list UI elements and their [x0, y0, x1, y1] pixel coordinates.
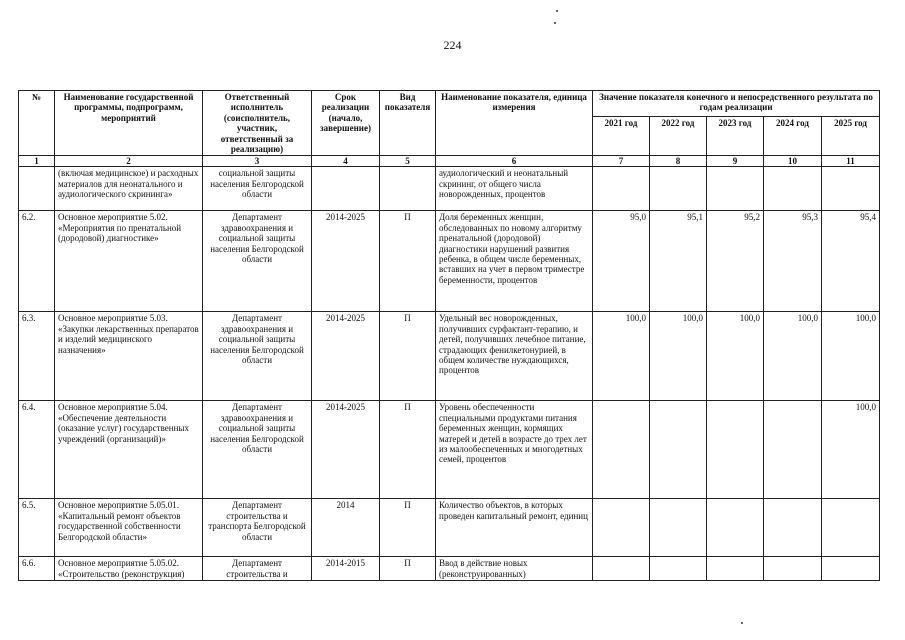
row-name: Основное мероприятие 5.04. «Обеспечение деятельности (оказание услуг) государственных учреждений (организаций)» [55, 401, 203, 499]
row-no: 6.3. [19, 312, 55, 401]
row-no: 6.2. [19, 211, 55, 312]
row-value-2023 [707, 401, 764, 499]
row-term [312, 167, 380, 211]
table-row [19, 312, 880, 401]
page-number: 224 [443, 38, 462, 52]
row-name: Основное мероприятие 5.05.01. «Капитальный ремонт объектов государственной собственности Белгородской области» [55, 499, 203, 557]
row-type: П [380, 312, 436, 401]
indicators-table [18, 90, 880, 581]
row-type: П [380, 499, 436, 557]
row-term: 2014-2025 [312, 312, 380, 401]
row-value-2024 [764, 499, 822, 557]
row-value-2023 [707, 499, 764, 557]
row-no: 6.6. [19, 557, 55, 581]
header-no: № [19, 91, 55, 156]
row-value-2022 [650, 167, 707, 211]
row-name: Основное мероприятие 5.03. «Закупки лекарственных препаратов и изделий медицинского назначения» [55, 312, 203, 401]
row-no [19, 167, 55, 211]
row-value-2025: 100,0 [822, 312, 880, 401]
row-value-2023: 100,0 [707, 312, 764, 401]
header-year-2021: 2021 год [593, 116, 650, 156]
row-value-2024: 95,3 [764, 211, 822, 312]
row-executor: Департамент здравоохранения и социальной защиты населения Белгородской области [203, 401, 312, 499]
row-value-2023: 95,2 [707, 211, 764, 312]
col-number: 3 [203, 156, 312, 167]
row-value-2021: 100,0 [593, 312, 650, 401]
scan-speck [554, 22, 556, 24]
row-no: 6.4. [19, 401, 55, 499]
row-value-2024: 100,0 [764, 312, 822, 401]
header-values: Значение показателя конечного и непосредственного результата по годам реализации [593, 91, 880, 117]
row-value-2022: 100,0 [650, 312, 707, 401]
row-no: 6.5. [19, 499, 55, 557]
row-executor: Департамент здравоохранения и социальной защиты населения Белгородской области [203, 211, 312, 312]
row-value-2024 [764, 557, 822, 581]
table-row [19, 167, 880, 211]
scan-speck [741, 622, 743, 624]
row-indicator: Удельный вес новорожденных, получивших сурфактант-терапию, и детей, получивших лечебное питание, страдающих фенилкетонурией, в общем количестве нуждающихся, процентов [436, 312, 593, 401]
table-row [19, 499, 880, 557]
col-number: 10 [764, 156, 822, 167]
table-row [19, 211, 880, 312]
col-number: 1 [19, 156, 55, 167]
header-indicator: Наименование показателя, единица измерения [436, 91, 593, 156]
row-value-2021 [593, 401, 650, 499]
row-value-2022 [650, 499, 707, 557]
row-value-2025: 95,4 [822, 211, 880, 312]
header-year-2025: 2025 год [822, 116, 880, 156]
row-indicator: аудиологический и неонатальный скрининг, от общего числа новорожденных, процентов [436, 167, 593, 211]
row-value-2025 [822, 499, 880, 557]
col-number: 5 [380, 156, 436, 167]
row-value-2022: 95,1 [650, 211, 707, 312]
row-indicator: Уровень обеспеченности специальными продуктами питания беременных женщин, кормящих матерей и детей в возрасте до трех лет из малообеспеченных и многодетных семей, процентов [436, 401, 593, 499]
header-name: Наименование государственной программы, подпрограмм, мероприятий [55, 91, 203, 156]
row-value-2025 [822, 167, 880, 211]
row-value-2022 [650, 401, 707, 499]
table-row [19, 557, 880, 581]
row-value-2022 [650, 557, 707, 581]
column-numbers-row [19, 156, 880, 167]
row-type: П [380, 557, 436, 581]
row-value-2025 [822, 557, 880, 581]
scan-speck [556, 10, 558, 12]
row-name: (включая медицинское) и расходных материалов для неонатального и аудиологического скрининга» [55, 167, 203, 211]
row-term: 2014-2015 [312, 557, 380, 581]
row-type: П [380, 401, 436, 499]
col-number: 6 [436, 156, 593, 167]
row-executor: Департамент строительства и [203, 557, 312, 581]
row-value-2021: 95,0 [593, 211, 650, 312]
col-number: 8 [650, 156, 707, 167]
row-name: Основное мероприятие 5.05.02. «Строительство (реконструкция) [55, 557, 203, 581]
row-value-2024 [764, 401, 822, 499]
header-type: Вид показателя [380, 91, 436, 156]
row-term: 2014 [312, 499, 380, 557]
row-name: Основное мероприятие 5.02. «Мероприятия по пренатальной (дородовой) диагностике» [55, 211, 203, 312]
header-year-2024: 2024 год [764, 116, 822, 156]
row-indicator: Количество объектов, в которых проведен капитальный ремонт, единиц [436, 499, 593, 557]
row-type: П [380, 211, 436, 312]
row-value-2021 [593, 499, 650, 557]
row-indicator: Ввод в действие новых (реконструированных) [436, 557, 593, 581]
row-value-2021 [593, 557, 650, 581]
row-executor: Департамент здравоохранения и социальной защиты населения Белгородской области [203, 312, 312, 401]
col-number: 2 [55, 156, 203, 167]
row-type [380, 167, 436, 211]
col-number: 11 [822, 156, 880, 167]
col-number: 9 [707, 156, 764, 167]
row-value-2023 [707, 557, 764, 581]
header-year-2022: 2022 год [650, 116, 707, 156]
row-value-2023 [707, 167, 764, 211]
row-indicator: Доля беременных женщин, обследованных по новому алгоритму пренатальной (дородовой) диагностики нарушений развития ребенка, в общем числе беременных, вставших на учет в первом триместре беременности, процентов [436, 211, 593, 312]
col-number: 7 [593, 156, 650, 167]
header-row [19, 91, 880, 117]
row-term: 2014-2025 [312, 211, 380, 312]
row-value-2024 [764, 167, 822, 211]
header-executor: Ответственный исполнитель (соисполнитель, участник, ответственный за реализацию) [203, 91, 312, 156]
row-value-2025: 100,0 [822, 401, 880, 499]
header-term: Срок реализации (начало, завершение) [312, 91, 380, 156]
table-row [19, 401, 880, 499]
row-executor: Департамент строительства и транспорта Белгородской области [203, 499, 312, 557]
row-executor: социальной защиты населения Белгородской области [203, 167, 312, 211]
row-value-2021 [593, 167, 650, 211]
header-year-2023: 2023 год [707, 116, 764, 156]
row-term: 2014-2025 [312, 401, 380, 499]
col-number: 4 [312, 156, 380, 167]
